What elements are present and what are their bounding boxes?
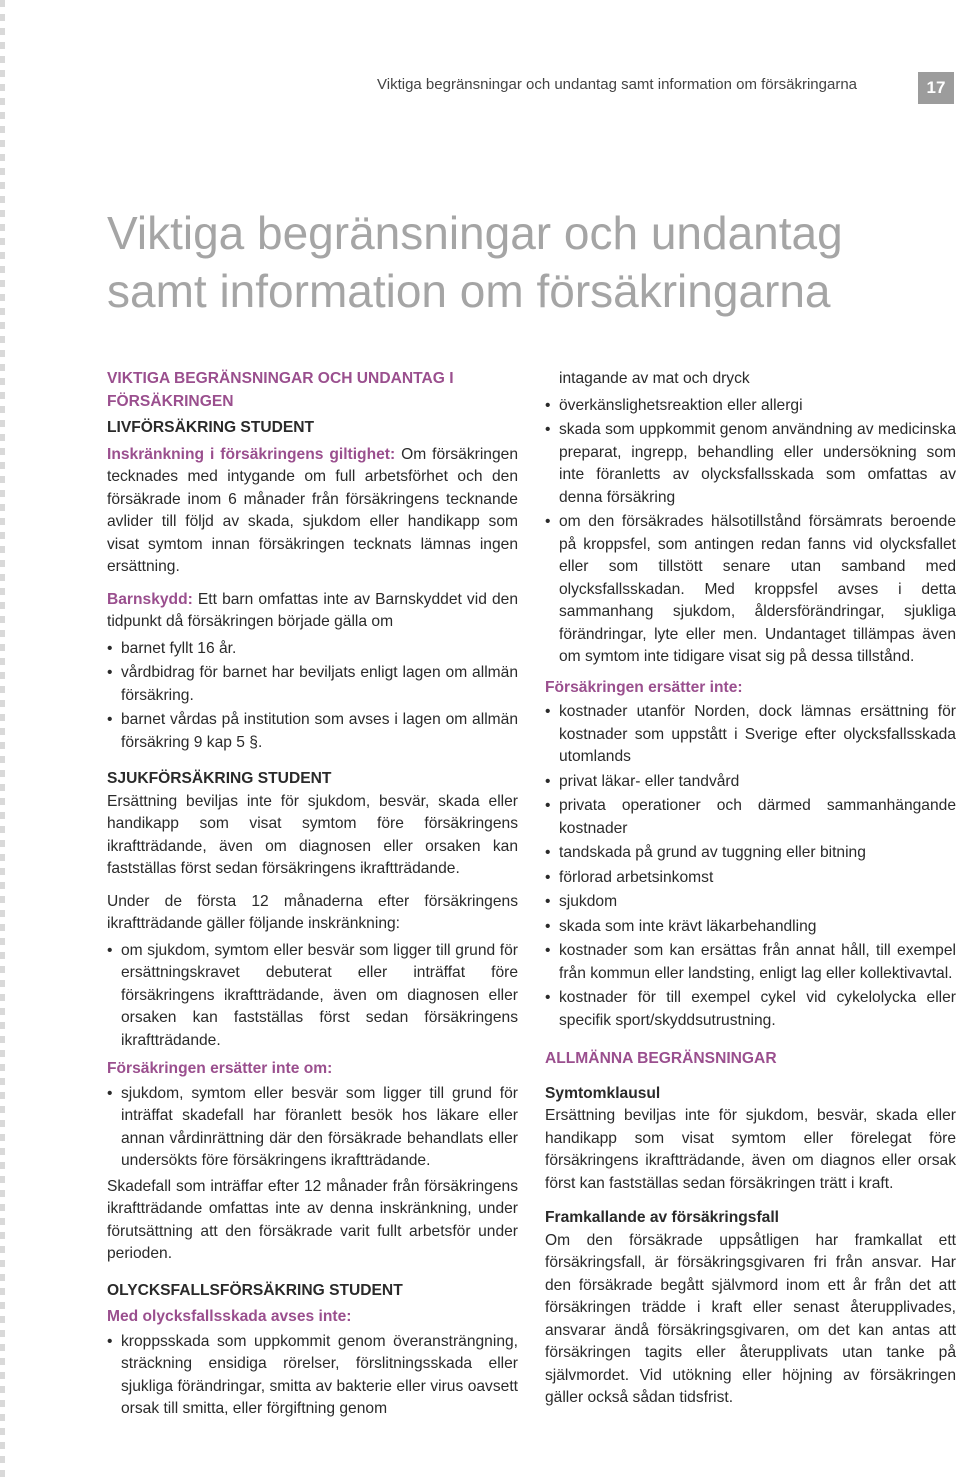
list-item: • privata operationer och därmed sammanhängande kostnader xyxy=(545,795,956,840)
paragraph-validity xyxy=(107,444,518,579)
paragraph-sickness-2: Under de första 12 månaderna efter försäkringens ikraftträdande gäller följande inskränkning: xyxy=(107,892,518,932)
list-item: • om den försäkrades hälsotillstånd försämrats beroende på kroppsfel, som antingen redan fanns vid olycksfallet eller som tillstött senare utan samband med olycksfallsskadan. Med kroppsfel avses i detta sammanhang sjukdom, åldersförändringar, sjukliga förändringar, lyte eller men. Undantaget tillämpas även om symtom inte tidigare visat sig på dessa tillstånd. xyxy=(545,511,956,669)
list-item: • barnet vårdas på institution som avses i lagen om allmän försäkring 9 kap 5 §. xyxy=(107,709,518,754)
list-item: • skada som inte krävt läkarbehandling xyxy=(545,916,956,939)
paragraph-causing-insurance-event: Om den försäkrade uppsåtligen har framkallat ett försäkringsfall, är försäkringsgivaren fri från ansvar. Har den försäkrade begått självmord inom ett år från det att försäkringen trädde i kraft eller senast återupplivades, ansvarar ändå försäkringsgivaren, om det kan antas att försäkringen tagits eller återupplivats utan tanke på självmordet. Vid utökning eller höjning av försäkringen gäller också sådan tidsfrist. xyxy=(545,1231,956,1406)
list-item: • kostnader för till exempel cykel vid cykelolycka eller specifik sport/skyddsutrustning. xyxy=(545,987,956,1032)
heading-symptom-clause: Symtomklausul xyxy=(545,1084,661,1102)
paragraph-child-protection xyxy=(107,589,518,634)
left-column xyxy=(107,368,518,1424)
heading-sickness-insurance: SJUKFÖRSÄKRING STUDENT xyxy=(107,770,332,787)
heading-general-limitations: ALLMÄNNA BEGRÄNSNINGAR xyxy=(545,1050,777,1067)
list-item: • privat läkar- eller tandvård xyxy=(545,771,956,794)
child-protection-list xyxy=(107,638,518,755)
heading-not-covered-if: Försäkringen ersätter inte om: xyxy=(107,1060,333,1077)
list-item: • kostnader utanför Norden, dock lämnas ersättning för kostnader som uppstått i Sverige efter olycksfallsskada utomlands xyxy=(545,701,956,769)
accident-exclusion-list xyxy=(107,1331,518,1421)
not-covered-if-list xyxy=(107,1083,518,1173)
sickness-restriction-list xyxy=(107,940,518,1053)
heading-accident-insurance: OLYCKSFALLSFÖRSÄKRING STUDENT xyxy=(107,1281,403,1299)
right-column xyxy=(545,368,956,1414)
list-item: • vårdbidrag för barnet har beviljats enligt lagen om allmän försäkring. xyxy=(107,662,518,707)
list-item: • sjukdom, symtom eller besvär som ligger till grund för inträffat skadefall har föranlett besök hos läkare eller annan vårdinrättning där den försäkrade behandlats eller undersökts före försäkringens ikraftträdande. xyxy=(107,1083,518,1173)
paragraph-sickness-1: Ersättning beviljas inte för sjukdom, besvär, skada eller handikapp som visat symtom före försäkringens ikraftträdande, även om diagnosen eller orsaken kan fastställas först sedan försäkringens ikraftträdande. xyxy=(107,792,518,877)
list-item: • om sjukdom, symtom eller besvär som ligger till grund för ersättningskravet debuterat eller inträffat före försäkringens ikraftträdande, även om diagnosen eller orsaken kan fastställas först sedan försäkringens ikraftträdande. xyxy=(107,940,518,1053)
running-header: Viktiga begränsningar och undantag samt information om försäkringarna xyxy=(377,76,857,93)
lead-child-protection: Barnskydd: xyxy=(107,590,193,608)
page-title: Viktiga begränsningar och undantag samt information om försäkringarna xyxy=(107,207,843,317)
text-child-protection: Ett barn omfattas inte av Barnskyddet vid den tidpunkt då försäkringen började gälla om xyxy=(107,590,518,630)
paragraph-after-12-months: Skadefall som inträffar efter 12 månader från försäkringens ikraftträdande omfattas inte av denna inskränkning, under förutsättning att den försäkrade varit fullt arbetsför under perioden. xyxy=(107,1177,518,1262)
lead-validity: Inskränkning i försäkringens giltighet: xyxy=(107,445,396,463)
not-covered-list xyxy=(545,701,956,1032)
page-edge-marks xyxy=(0,0,5,1481)
heading-accident-not-meant: Med olycksfallsskada avses inte: xyxy=(107,1308,352,1325)
list-item: • barnet fyllt 16 år. xyxy=(107,638,518,661)
heading-not-covered: Försäkringen ersätter inte: xyxy=(545,678,743,696)
heading-causing-insurance-event: Framkallande av försäkringsfall xyxy=(545,1209,780,1226)
list-item: • kroppsskada som uppkommit genom överansträngning, sträckning ensidiga rörelser, förslitningsskada eller sjukliga förändringar, smitta av bakterie eller virus oavsett orsak till smitta, eller förgiftning genom xyxy=(107,1331,518,1421)
list-item: • tandskada på grund av tuggning eller bitning xyxy=(545,842,956,865)
heading-life-insurance: LIVFÖRSÄKRING STUDENT xyxy=(107,419,315,436)
accident-exclusion-list-continued xyxy=(545,395,956,669)
list-item: • skada som uppkommit genom användning av medicinska preparat, ingrepp, behandling eller undersökning som inte föranletts av olycksfallsskada som omfattas av denna försäkring xyxy=(545,419,956,509)
list-item: • överkänslighetsreaktion eller allergi xyxy=(545,395,956,418)
list-item: • förlorad arbetsinkomst xyxy=(545,867,956,890)
list-item: • kostnader som kan ersättas från annat håll, till exempel från kommun eller landsting, enligt lag eller kollektivavtal. xyxy=(545,940,956,985)
continued-text: intagande av mat och dryck xyxy=(559,370,750,387)
list-item: • sjukdom xyxy=(545,891,956,914)
text-validity: Om försäkringen tecknades med intygande om full arbetsförhet och den försäkrade inom 6 månader från försäkringens tecknande avlider till följd av skada, sjukdom eller handikapp som visat symtom innan försäkringen tecknats lämnas ingen ersättning. xyxy=(107,445,518,575)
page-number-badge: 17 xyxy=(918,72,954,104)
paragraph-symptom-clause: Ersättning beviljas inte för sjukdom, besvär, skada eller handikapp som visat symtom eller förelegat före försäkringens ikraftträdande, även om diagnos eller orsak först kan fastställas sedan försäkringen trätt i kraft. xyxy=(545,1107,956,1192)
section-heading-limitations: VIKTIGA BEGRÄNSNINGAR OCH UNDANTAG I FÖRSÄKRINGEN xyxy=(107,370,454,410)
